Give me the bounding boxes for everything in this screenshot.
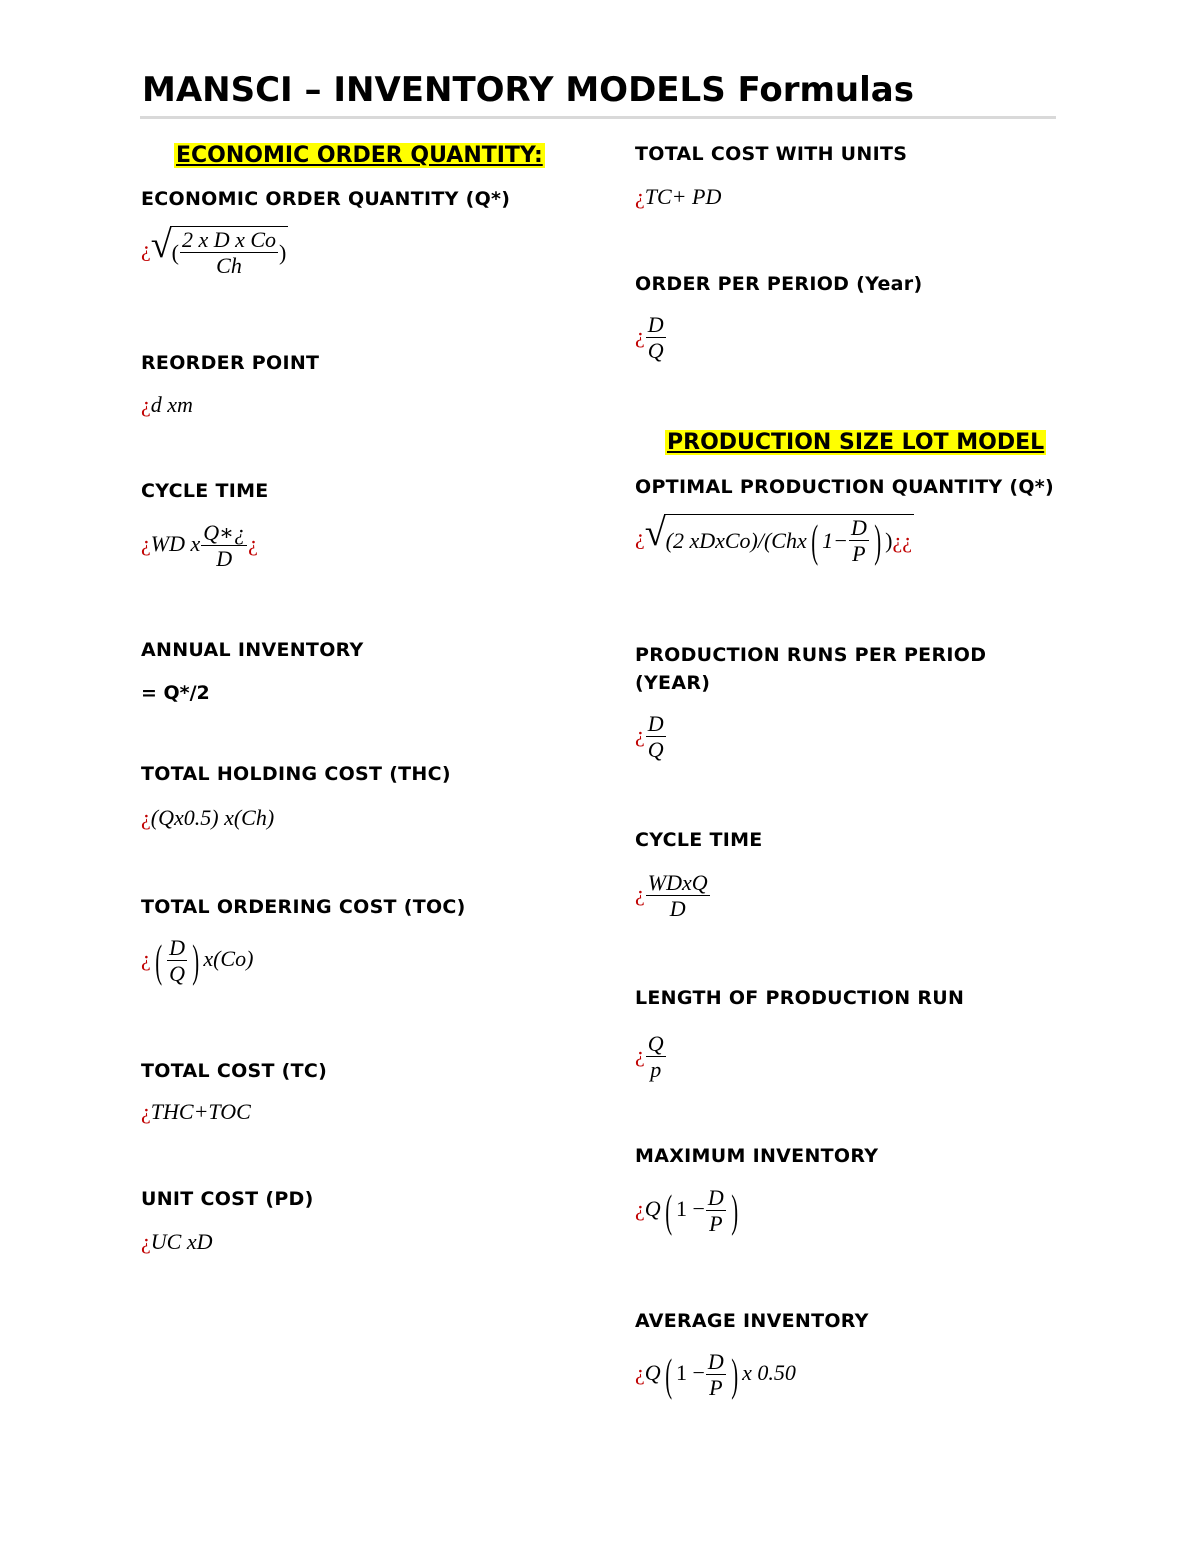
cycle-right-denominator: D (669, 896, 686, 921)
average-inventory-formula: ¿Q( 1 − $\frac{D}{P}$ ) x 0.50 (635, 1348, 796, 1400)
toc-numerator: D (169, 935, 185, 960)
lpr-lead: ¿ (635, 1042, 645, 1068)
thc-lead: ¿ (141, 805, 151, 830)
toc-formula: ¿( $\frac{D}{Q}$ ) x(Co) (141, 934, 254, 986)
cycle-numerator: Q∗¿ (203, 520, 246, 545)
cycle-right-numerator: WDxQ (647, 870, 708, 895)
length-production-run-label: LENGTH OF PRODUCTION RUN (635, 987, 965, 1009)
avginv-one: 1 − (675, 1360, 705, 1386)
tc-label: TOTAL COST (TC) (141, 1060, 328, 1082)
opp-lead: ¿ (635, 323, 645, 349)
tcu-lead: ¿ (635, 184, 645, 209)
maxinv-pre: Q (644, 1196, 661, 1222)
reorder-point-label: REORDER POINT (141, 352, 320, 374)
cycle-lead: ¿ (141, 531, 151, 557)
cycle-time-right-label: CYCLE TIME (635, 829, 763, 851)
eoq-formula (141, 226, 288, 277)
eoq-denominator: Ch (216, 253, 242, 278)
opq-label: OPTIMAL PRODUCTION QUANTITY (Q*) (635, 476, 1055, 498)
opq-denominator: P (852, 541, 866, 566)
lpr-numerator: Q (647, 1031, 664, 1056)
tc-expr: THC+TOC (150, 1099, 251, 1124)
avginv-lead: ¿ (635, 1360, 645, 1386)
opq-numerator: D (850, 515, 867, 540)
reorder-point-formula (141, 394, 193, 416)
toc-denominator: Q (169, 961, 185, 986)
production-runs-formula (635, 713, 667, 761)
title-divider (140, 116, 1056, 119)
toc-post: x(Co) (203, 946, 254, 972)
cycle-time-label: CYCLE TIME (141, 480, 269, 502)
page-title: MANSCI – INVENTORY MODELS Formulas (142, 70, 914, 110)
eoq-sqrt: √ ( $\frac{\text{2 x D x Co}}{Ch}$ ) (150, 224, 287, 278)
toc-label: TOTAL ORDERING COST (TOC) (141, 896, 466, 918)
thc-expr: (Qx0.5) x(Ch) (150, 805, 275, 830)
order-per-period-label: ORDER PER PERIOD (Year) (635, 273, 923, 295)
total-cost-units-formula (635, 186, 721, 208)
toc-lead: ¿ (141, 946, 151, 972)
thc-label: TOTAL HOLDING COST (THC) (141, 763, 451, 785)
reorder-expr: d xm (150, 392, 193, 417)
opq-part-b: 1− (822, 528, 848, 553)
reorder-lead: ¿ (141, 392, 151, 417)
pd-lead: ¿ (141, 1229, 151, 1254)
maximum-inventory-label: MAXIMUM INVENTORY (635, 1145, 879, 1167)
length-production-run-formula (635, 1033, 667, 1081)
tc-lead: ¿ (141, 1099, 151, 1124)
avginv-pre: Q (644, 1360, 661, 1386)
opp-denominator: Q (647, 338, 664, 363)
opq-tail: ¿¿ (892, 528, 913, 553)
prp-lead: ¿ (635, 722, 645, 748)
cycle-post: ¿ (248, 531, 258, 557)
opq-lead: ¿ (635, 524, 645, 550)
lpr-denominator: p (650, 1057, 662, 1082)
eoq-numerator: 2 x D x Co (181, 227, 277, 252)
maxinv-denominator: P (709, 1211, 723, 1236)
cycle-time-formula (141, 522, 258, 570)
cycle-pre: WD x (150, 531, 201, 557)
average-inventory-label: AVERAGE INVENTORY (635, 1310, 869, 1332)
production-runs-label: PRODUCTION RUNS PER PERIOD (YEAR) (635, 644, 987, 694)
eoq-label: ECONOMIC ORDER QUANTITY (Q*) (141, 188, 511, 210)
maximum-inventory-formula: ¿Q( 1 − $\frac{D}{P}$ ) (635, 1184, 738, 1236)
cycle-denominator: D (216, 546, 233, 571)
avginv-post: x 0.50 (742, 1360, 796, 1386)
unit-cost-label: UNIT COST (PD) (141, 1188, 314, 1210)
maxinv-lead: ¿ (635, 1196, 645, 1222)
avginv-numerator: D (707, 1349, 724, 1374)
opq-part-a: (2 xDxCo)/(Chx (665, 528, 807, 553)
section-production-heading: PRODUCTION SIZE LOT MODEL (667, 430, 1045, 455)
annual-inventory-formula: = Q*/2 (141, 682, 210, 704)
unit-cost-formula (141, 1231, 212, 1253)
maxinv-one: 1 − (675, 1196, 705, 1222)
maxinv-numerator: D (707, 1185, 724, 1210)
avginv-denominator: P (709, 1375, 723, 1400)
section-eoq-heading: ECONOMIC ORDER QUANTITY: (176, 143, 543, 168)
prp-numerator: D (647, 711, 664, 736)
annual-inventory-label: ANNUAL INVENTORY (141, 639, 364, 661)
cycle-time-right-formula (635, 872, 711, 920)
pd-expr: UC xD (150, 1229, 213, 1254)
tcu-expr: TC+ PD (644, 184, 722, 209)
thc-formula (141, 807, 274, 829)
opp-numerator: D (647, 312, 664, 337)
tc-formula (141, 1101, 251, 1123)
prp-denominator: Q (647, 737, 664, 762)
cycle-right-lead: ¿ (635, 881, 645, 907)
total-cost-units-label: TOTAL COST WITH UNITS (635, 143, 908, 165)
opq-formula: ¿ √ (2 xDxCo)/(Chx ( 1− $\frac{D}{P}$ ) ) ¿¿ (635, 512, 913, 566)
order-per-period-formula (635, 314, 667, 362)
eoq-lead: ¿ (141, 236, 151, 262)
